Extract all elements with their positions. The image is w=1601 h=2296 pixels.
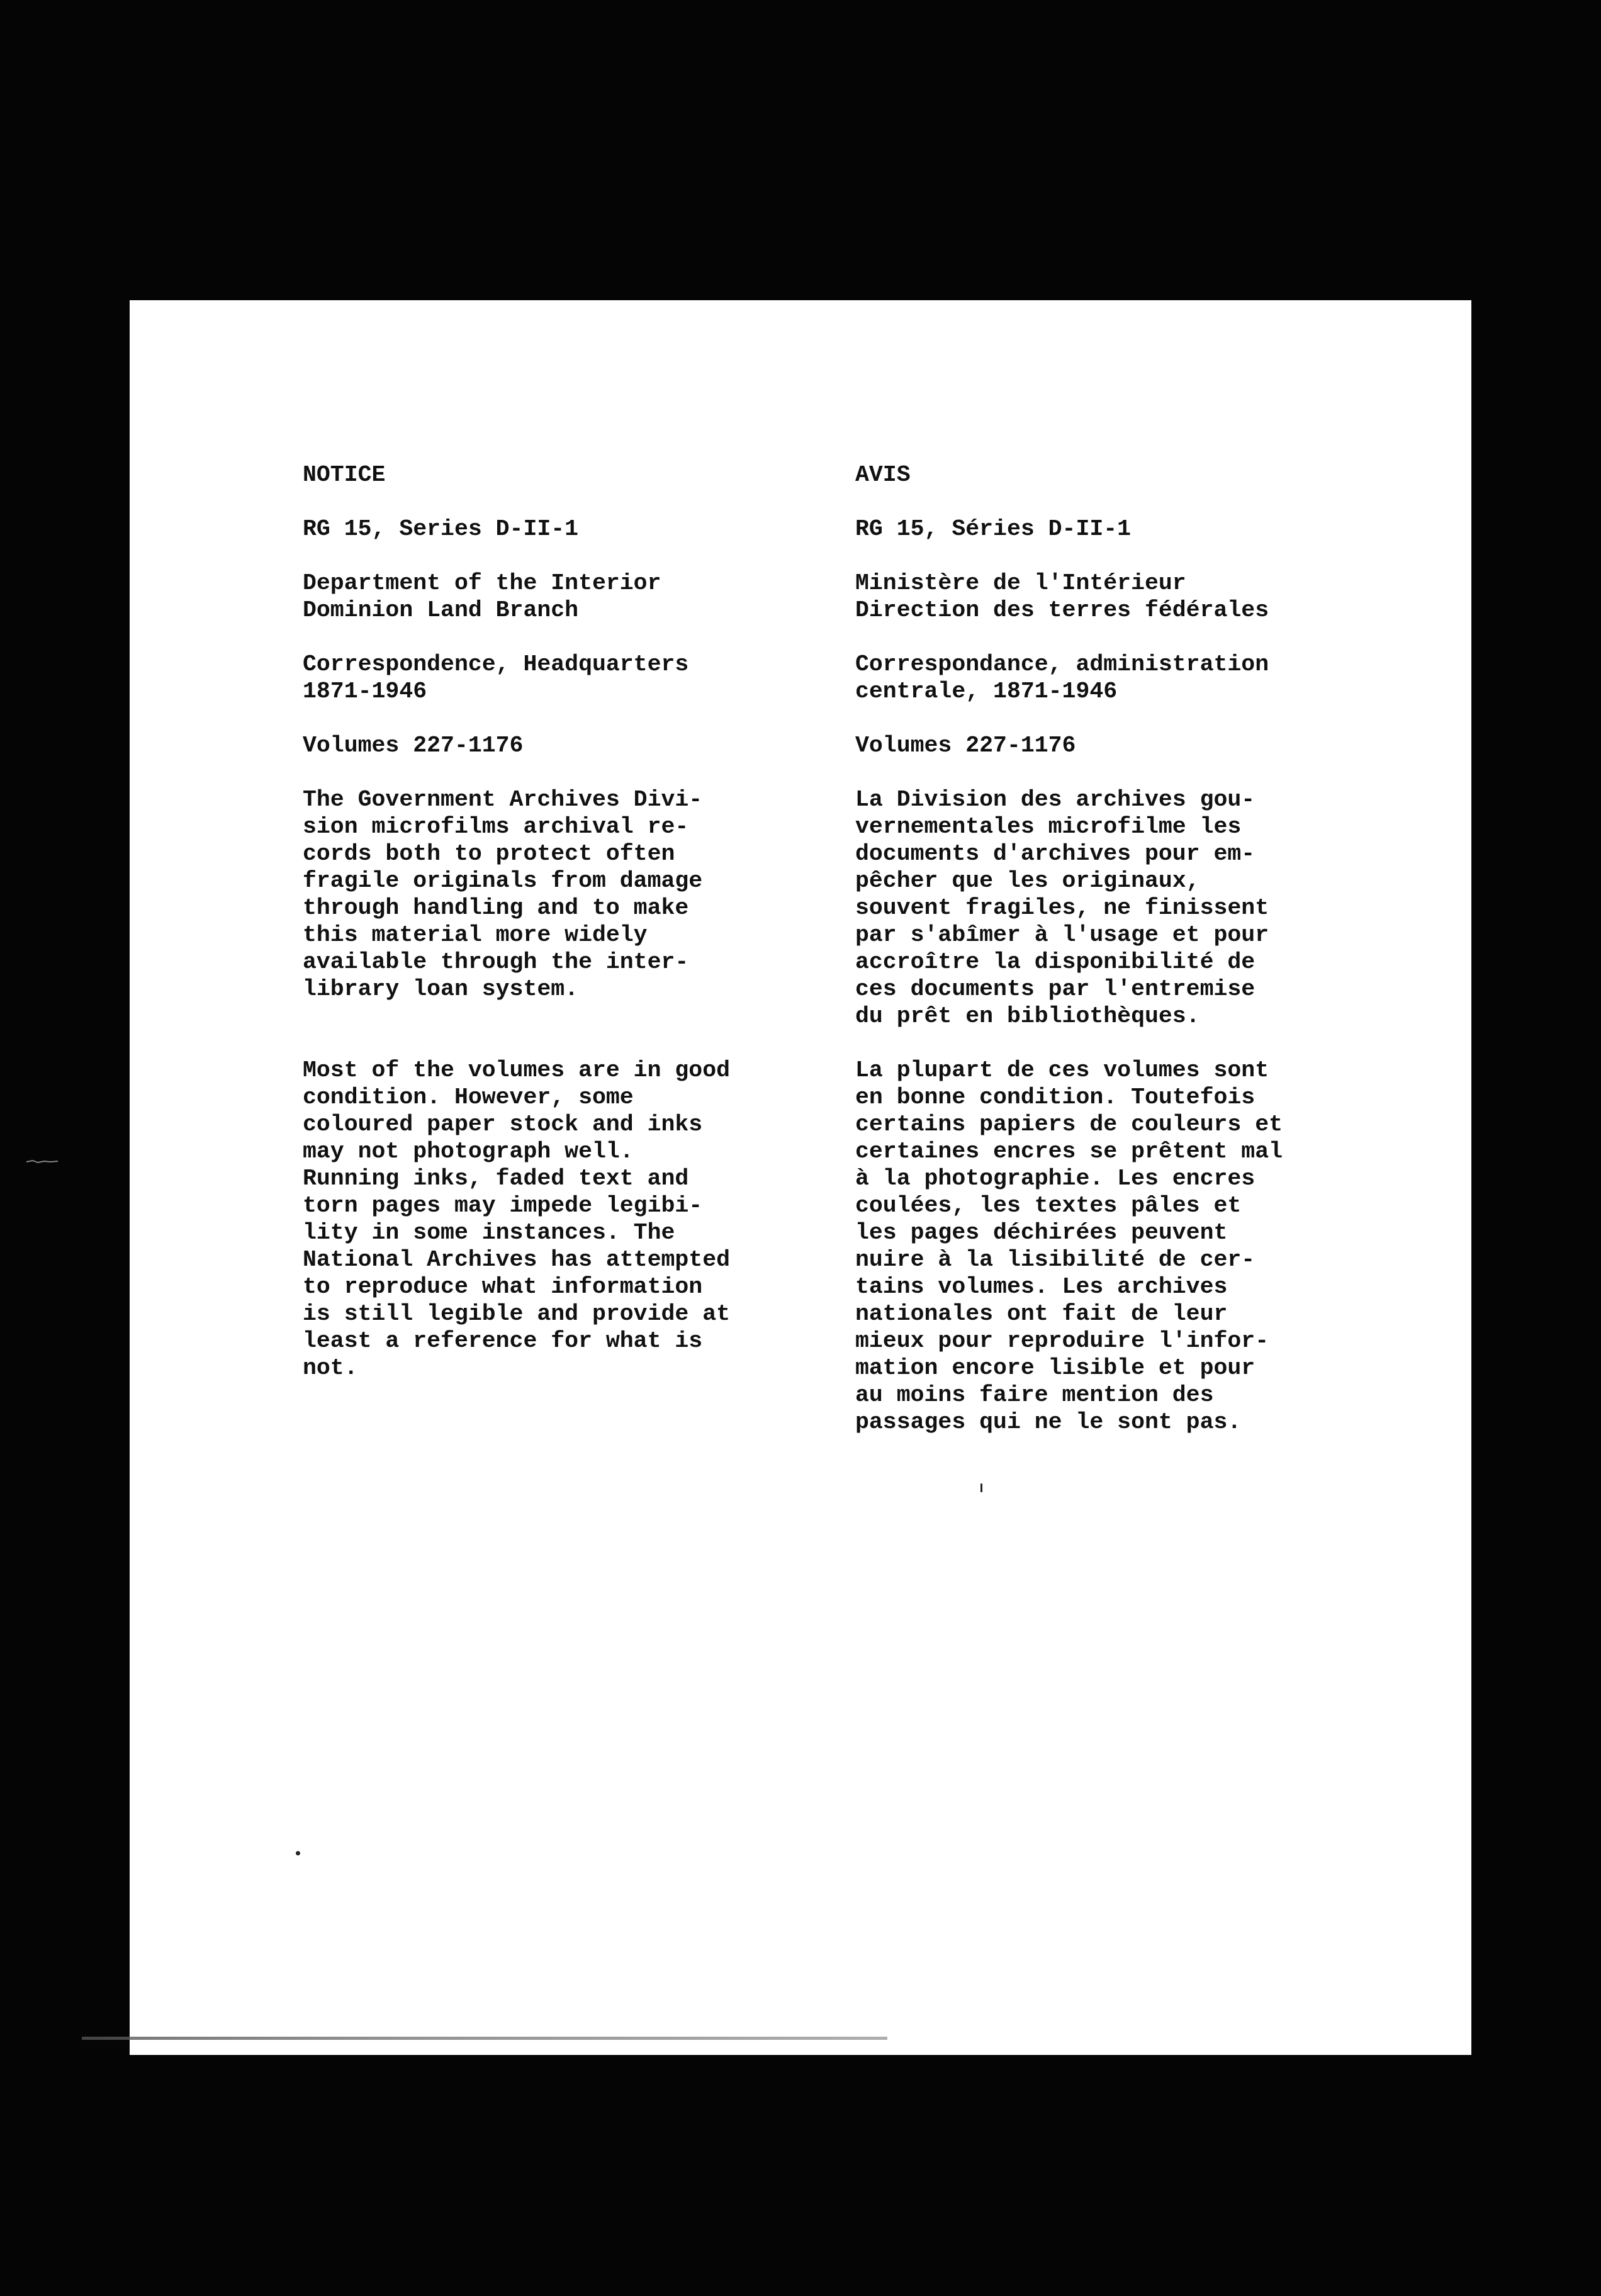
series-reference-fr: RG 15, Séries D-II-1 [855,516,1132,542]
records-line-fr: Correspondance, administration [855,651,1269,677]
paragraph-line: documents d'archives pour em- [855,841,1256,867]
paragraph-line: may not photograph well. [303,1139,634,1164]
branch-line-fr: Direction des terres fédérales [855,597,1269,623]
paragraph-line: National Archives has attempted [303,1247,731,1273]
paragraph-line: torn pages may impede legibi- [303,1193,703,1218]
series-reference: RG 15, Series D-II-1 [303,516,579,542]
paragraph-line: nuire à la lisibilité de cer- [855,1247,1256,1273]
records-dates: 1871-1946 [303,678,427,704]
paragraph-line: par s'abîmer à l'usage et pour [855,922,1269,948]
paragraph-line: not. [303,1355,358,1381]
branch-line: Dominion Land Branch [303,597,579,623]
paragraph-microfilming-fr [855,786,1334,1030]
paragraph-line: least a reference for what is [303,1328,703,1354]
paragraph-condition [303,1057,785,1382]
paragraph-line: nationales ont fait de leur [855,1301,1228,1327]
paragraph-line: library loan system. [303,976,579,1002]
volumes-range: Volumes 227-1176 [303,733,524,758]
paragraph-line: La plupart de ces volumes sont [855,1057,1269,1083]
department-line-fr: Ministère de l'Intérieur [855,570,1186,596]
english-column [303,461,785,1382]
department-block-fr [855,570,1334,624]
paragraph-microfilming [303,786,785,1003]
paragraph-line: à la photographie. Les encres [855,1166,1256,1191]
paragraph-line: fragile originals from damage [303,868,703,894]
paragraph-line: mation encore lisible et pour [855,1355,1256,1381]
paragraph-line: coloured paper stock and inks [303,1111,703,1137]
paragraph-line: sion microfilms archival re- [303,814,689,840]
paragraph-line: tains volumes. Les archives [855,1274,1228,1300]
paragraph-line: certaines encres se prêtent mal [855,1139,1283,1164]
records-block [303,651,785,705]
paragraph-condition-fr [855,1057,1334,1436]
records-block-fr [855,651,1334,705]
paragraph-line: vernementales microfilme les [855,814,1242,840]
dust-speck [980,1483,982,1492]
paragraph-line: to reproduce what information [303,1274,703,1300]
film-edge-streak [82,2037,887,2040]
notice-heading: NOTICE [303,462,386,488]
paragraph-line: The Government Archives Divi- [303,787,703,813]
records-line: Correspondence, Headquarters [303,651,689,677]
paragraph-line: this material more widely [303,922,648,948]
paragraph-line: les pages déchirées peuvent [855,1220,1228,1246]
paragraph-line: Running inks, faded text and [303,1166,689,1191]
paragraph-line: through handling and to make [303,895,689,921]
paragraph-line: coulées, les textes pâles et [855,1193,1242,1218]
paragraph-line: du prêt en bibliothèques. [855,1003,1200,1029]
dust-speck [296,1851,300,1855]
paragraph-line: certains papiers de couleurs et [855,1111,1283,1137]
paragraph-line: Most of the volumes are in good [303,1057,731,1083]
volumes-range-fr: Volumes 227-1176 [855,733,1076,758]
records-dates-fr: centrale, 1871-1946 [855,678,1118,704]
avis-heading: AVIS [855,462,911,488]
department-block [303,570,785,624]
film-artifact-mark [25,1158,63,1164]
notice-page [130,300,1471,2055]
paragraph-line: available through the inter- [303,949,689,975]
paragraph-line: pêcher que les originaux, [855,868,1200,894]
paragraph-line: en bonne condition. Toutefois [855,1084,1256,1110]
paragraph-line: ces documents par l'entremise [855,976,1256,1002]
paragraph-line: accroître la disponibilité de [855,949,1256,975]
paragraph-line: La Division des archives gou- [855,787,1256,813]
paragraph-line: mieux pour reproduire l'infor- [855,1328,1269,1354]
french-column [855,461,1334,1436]
paragraph-line: souvent fragiles, ne finissent [855,895,1269,921]
paragraph-line: passages qui ne le sont pas. [855,1409,1242,1435]
paragraph-line: condition. However, some [303,1084,634,1110]
paragraph-line: is still legible and provide at [303,1301,731,1327]
paragraph-line: au moins faire mention des [855,1382,1214,1408]
department-line: Department of the Interior [303,570,661,596]
paragraph-line: lity in some instances. The [303,1220,675,1246]
paragraph-line: cords both to protect often [303,841,675,867]
